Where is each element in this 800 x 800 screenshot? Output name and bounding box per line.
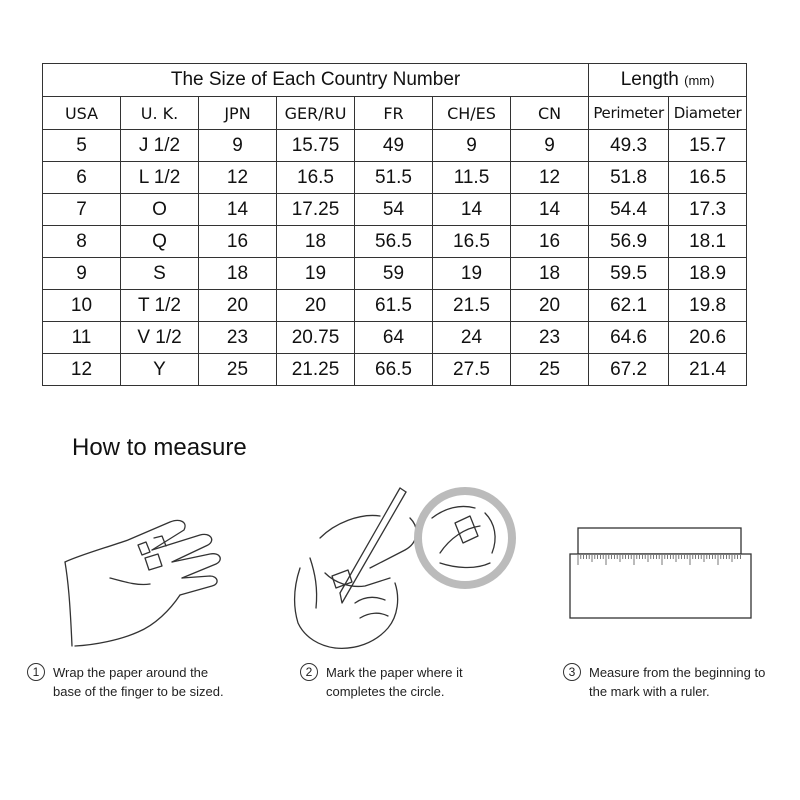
table-cell: 54 bbox=[355, 194, 433, 226]
table-cell: 16 bbox=[199, 226, 277, 258]
table-cell: 23 bbox=[511, 322, 589, 354]
column-header: FR bbox=[355, 97, 433, 130]
table-cell: J 1/2 bbox=[121, 130, 199, 162]
table-cell: 16.5 bbox=[669, 162, 747, 194]
table-cell: 14 bbox=[433, 194, 511, 226]
step-text: Mark the paper where it bbox=[326, 665, 463, 680]
table-cell: 18 bbox=[511, 258, 589, 290]
table-cell: 59 bbox=[355, 258, 433, 290]
step-number: 3 bbox=[563, 663, 581, 681]
table-cell: 14 bbox=[511, 194, 589, 226]
table-cell: 14 bbox=[199, 194, 277, 226]
table-cell: 25 bbox=[511, 354, 589, 386]
table-cell: 12 bbox=[43, 354, 121, 386]
table-cell: 9 bbox=[433, 130, 511, 162]
table-cell: V 1/2 bbox=[121, 322, 199, 354]
table-cell: 20.6 bbox=[669, 322, 747, 354]
table-cell: 9 bbox=[43, 258, 121, 290]
table-cell: 10 bbox=[43, 290, 121, 322]
column-header: USA bbox=[43, 97, 121, 130]
table-cell: 23 bbox=[199, 322, 277, 354]
ruler-illustration bbox=[565, 520, 765, 625]
step-number: 2 bbox=[300, 663, 318, 681]
table-row bbox=[43, 194, 747, 226]
table-row bbox=[43, 258, 747, 290]
table-row bbox=[43, 162, 747, 194]
table-cell: 11.5 bbox=[433, 162, 511, 194]
table-cell: 12 bbox=[511, 162, 589, 194]
how-to-measure-title: How to measure bbox=[72, 434, 247, 461]
table-cell: 20.75 bbox=[277, 322, 355, 354]
table-cell: 9 bbox=[511, 130, 589, 162]
table-row bbox=[43, 290, 747, 322]
step-text: the mark with a ruler. bbox=[589, 684, 710, 699]
table-cell: 25 bbox=[199, 354, 277, 386]
table-cell: Y bbox=[121, 354, 199, 386]
table-cell: 66.5 bbox=[355, 354, 433, 386]
table-cell: 21.5 bbox=[433, 290, 511, 322]
table-cell: 5 bbox=[43, 130, 121, 162]
table-cell: S bbox=[121, 258, 199, 290]
length-header bbox=[589, 64, 747, 97]
table-row bbox=[43, 130, 747, 162]
table-cell: 9 bbox=[199, 130, 277, 162]
table-cell: 49.3 bbox=[589, 130, 669, 162]
table-cell: 27.5 bbox=[433, 354, 511, 386]
table-cell: 18 bbox=[199, 258, 277, 290]
table-cell: 21.4 bbox=[669, 354, 747, 386]
ring-size-table bbox=[42, 63, 747, 386]
table-cell: 54.4 bbox=[589, 194, 669, 226]
table-cell: 15.7 bbox=[669, 130, 747, 162]
table-row bbox=[43, 226, 747, 258]
table-cell: T 1/2 bbox=[121, 290, 199, 322]
column-header: Perimeter bbox=[589, 97, 669, 130]
step-text: Measure from the beginning to bbox=[589, 665, 766, 680]
column-header: CN bbox=[511, 97, 589, 130]
column-header: Diameter bbox=[669, 97, 747, 130]
column-header: GER/RU bbox=[277, 97, 355, 130]
table-cell: 21.25 bbox=[277, 354, 355, 386]
table-cell: 16.5 bbox=[277, 162, 355, 194]
table-cell: 51.8 bbox=[589, 162, 669, 194]
table-cell: 20 bbox=[277, 290, 355, 322]
table-cell: 11 bbox=[43, 322, 121, 354]
table-cell: 56.5 bbox=[355, 226, 433, 258]
table-cell: 20 bbox=[199, 290, 277, 322]
table-cell: 51.5 bbox=[355, 162, 433, 194]
hand-wrap-illustration bbox=[50, 500, 270, 660]
column-header: JPN bbox=[199, 97, 277, 130]
table-cell: 19 bbox=[433, 258, 511, 290]
table-cell: O bbox=[121, 194, 199, 226]
column-header: CH/ES bbox=[433, 97, 511, 130]
table-cell: 62.1 bbox=[589, 290, 669, 322]
table-cell: 7 bbox=[43, 194, 121, 226]
table-cell: 19 bbox=[277, 258, 355, 290]
table-cell: 16 bbox=[511, 226, 589, 258]
table-cell: 17.25 bbox=[277, 194, 355, 226]
table-cell: 24 bbox=[433, 322, 511, 354]
table-cell: 20 bbox=[511, 290, 589, 322]
table-cell: 18 bbox=[277, 226, 355, 258]
length-title: Length bbox=[620, 69, 679, 90]
table-cell: 61.5 bbox=[355, 290, 433, 322]
table-row bbox=[43, 322, 747, 354]
table-row bbox=[43, 354, 747, 386]
step-text: completes the circle. bbox=[326, 684, 445, 699]
column-header: U. K. bbox=[121, 97, 199, 130]
table-cell: 12 bbox=[199, 162, 277, 194]
step-text: base of the finger to be sized. bbox=[53, 684, 224, 699]
table-cell: 64.6 bbox=[589, 322, 669, 354]
table-cell: 17.3 bbox=[669, 194, 747, 226]
step-text: Wrap the paper around the bbox=[53, 665, 209, 680]
table-cell: 18.9 bbox=[669, 258, 747, 290]
table-cell: L 1/2 bbox=[121, 162, 199, 194]
table-cell: 8 bbox=[43, 226, 121, 258]
table-cell: 67.2 bbox=[589, 354, 669, 386]
table-cell: 49 bbox=[355, 130, 433, 162]
table-cell: 64 bbox=[355, 322, 433, 354]
table-cell: 19.8 bbox=[669, 290, 747, 322]
table-cell: 18.1 bbox=[669, 226, 747, 258]
step-number: 1 bbox=[27, 663, 45, 681]
length-unit: (mm) bbox=[684, 73, 715, 88]
table-cell: 6 bbox=[43, 162, 121, 194]
table-cell: Q bbox=[121, 226, 199, 258]
mark-paper-illustration bbox=[280, 478, 520, 663]
table-cell: 56.9 bbox=[589, 226, 669, 258]
table-cell: 15.75 bbox=[277, 130, 355, 162]
country-size-header: The Size of Each Country Number bbox=[43, 64, 589, 97]
table-cell: 16.5 bbox=[433, 226, 511, 258]
table-cell: 59.5 bbox=[589, 258, 669, 290]
